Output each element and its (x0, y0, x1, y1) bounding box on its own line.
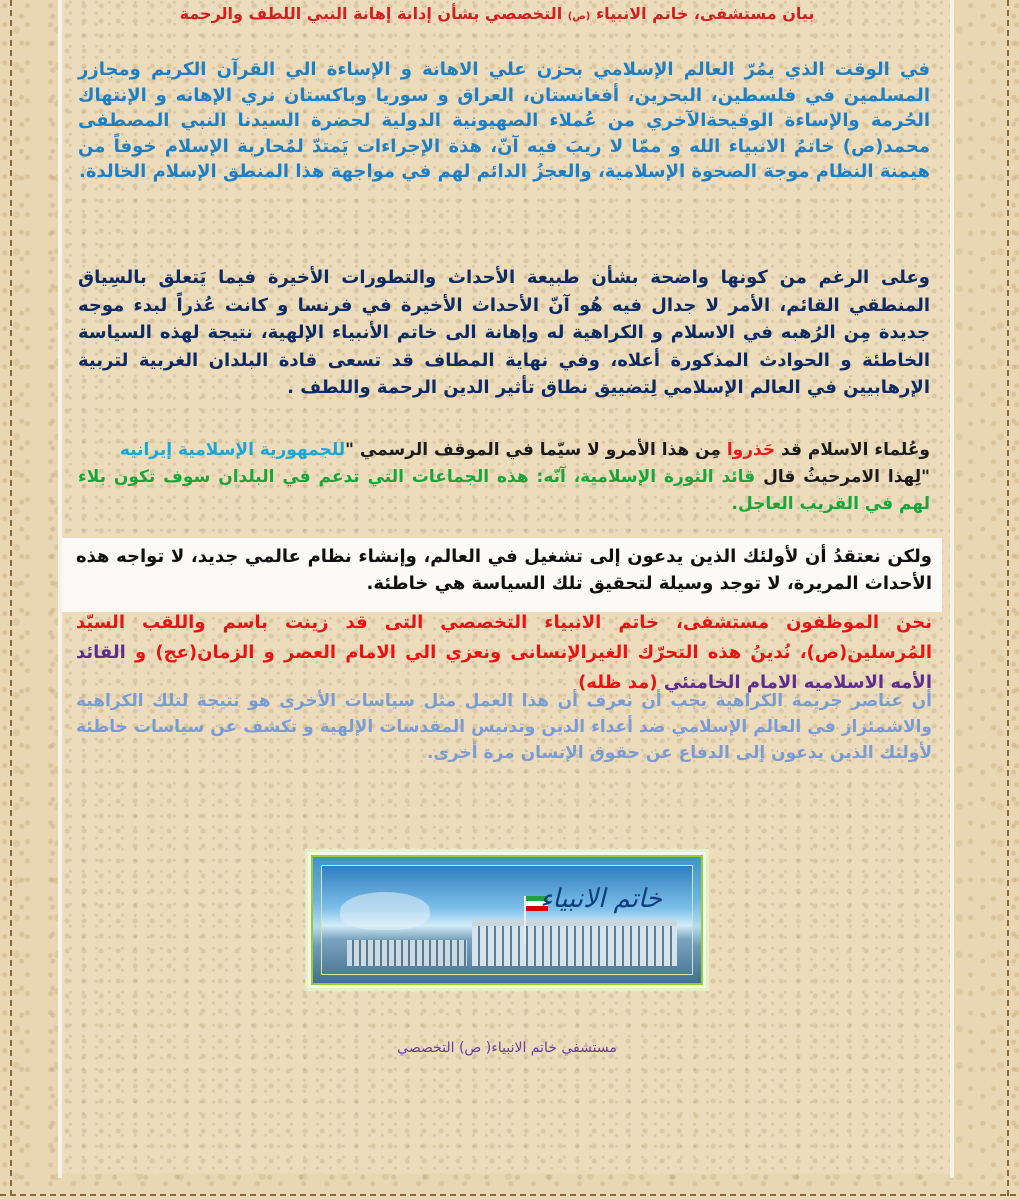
hospital-logo-text: خاتم الانبیاء (540, 884, 662, 914)
document-title: بيان مستشفى، خاتم الانبياء (ص) التخصصي بشأن إدانة إهانة النبي اللطف والرحمة (179, 4, 815, 23)
islamic-republic-phrase: للجمهورية الإسلامية إيرانيه (119, 440, 346, 460)
paragraph-2: وعلى الرغم من كونها واضحة بشأن طبيعة الأحداث والتطورات الأخيرة فيما يَتعلق بالسِياق المنطقي القائم، الأمر لا جدال فيه هُو آنّ الأحداث الأخيرة في فرنسا و كانت عُذراً لبدء موجه جديدة مِن الرُهبه في الاسلام و الكراهية له وإهانة الى خاتم الأنبياء الإلهية، نتيجة لهذه السياسة الخاطئة و الحوادث المذكورة أعلاه، وفي نهاية المطاف قد تسعى قادة البلدان الغربية لتربية الإرهابيين في العالم الإسلامي لِتضييق نطاق تأثير الدين الرحمة واللطف . (78, 267, 930, 398)
title-pbuh: (ص) (567, 11, 591, 22)
paragraph-5: نحن الموظفون مستشفى، خاتم الانبياء التخصصي التى قد زينت باسم واللقب السيّد المُرسلين(ص)، نُدينُ هذه التحرّك الغيرالإنسانى ونعزي الي الامام العصر و الزمان(عج) و القائد الأمه الاسلاميه الامام الخامنئي (مد ظله) (76, 612, 932, 693)
decorative-border-left (0, 0, 62, 1200)
hospital-banner-image (308, 852, 706, 988)
image-caption: مستشفي خاتم الانبياء( ص) التخصصي (397, 1040, 617, 1056)
building-wing-icon (347, 940, 467, 966)
paragraph-6: أن عناصر جريمة الكراهية يجب أن نعرف أن هذا العمل مثل سياسات الأخرى هو نتيجة لتلك الكراهية والاشمئزاز في العالم الإسلامي ضد أعداء الدين وتدنيس المقدسات الإلهية و تكشف عن سياسات خاطئة لأولئك الذين يدعون إلى الدفاع عن حقوق الإنسان مرة أخرى. (76, 691, 932, 763)
paragraph-1: في الوقت الذي يمُرّ العالم الإسلامي بحزن علي الاهانة و الإساءة الي القرآن الكريم ومجازر المسلمين في فلسطين، البحرين، أفغانستان، العراق و سوريا وباكستان نري الإهانه و الإنتهاك الحُرمة والإساءة الوقيحةالآخري من عُملاء الصهيونية الدولية لحضرة السيدنا النبي المصطفى محمد(ص) خاتمُ الانبياء الله و ممّا لا ريبَ فيه آنّ، هذة الإجراءات يَمتدّ لمُحاربة الإسلام خوفاً من هيمنة النظام موجة الصحوة الإسلامية، والعجزُ الدائم لهم في مواجهة هذا المنطق الإسلام الخالدة. (78, 59, 930, 182)
iran-flag-icon (524, 896, 526, 944)
paragraph-4: ولكن نعتقدُ أن لأولئك الذين يدعون إلى تشغيل في العالم، وإنشاء نظام عالمي جديد، لا تواجه هذه الأحداث المريرة، لا توجد وسيلة لتحقيق تلك السياسة هي خاطئة. (76, 546, 932, 594)
hands-graphic (340, 892, 430, 930)
hospital-building-icon (472, 920, 677, 966)
leader-quote: قائد الثورة الإسلامية، آنّه: هذه الجماعات التي تدعم في البلدان سوف تكون بلاء لهم في القريب العاجل. (78, 467, 930, 514)
decorative-border-right (955, 0, 1019, 1200)
page-edge-right (950, 0, 954, 1178)
decorative-border-bottom (0, 1194, 1019, 1196)
leader-name: القائد الأمه الاسلاميه الامام الخامنئي (76, 642, 932, 693)
paragraph-3: وعُلماء الاسلام قد حَذروا مِن هذا الأمرو لا سيّما في الموقف الرسمي "للجمهورية الإسلامية إيرانيه "لِهذا الامرحيثُ قال قائد الثورة الإسلامية، آنّه: هذه الجماعات التي تدعم في البلدان سوف تكون بلاء لهم في القريب العاجل. (78, 440, 930, 514)
warned-word: حَذروا (726, 440, 776, 460)
